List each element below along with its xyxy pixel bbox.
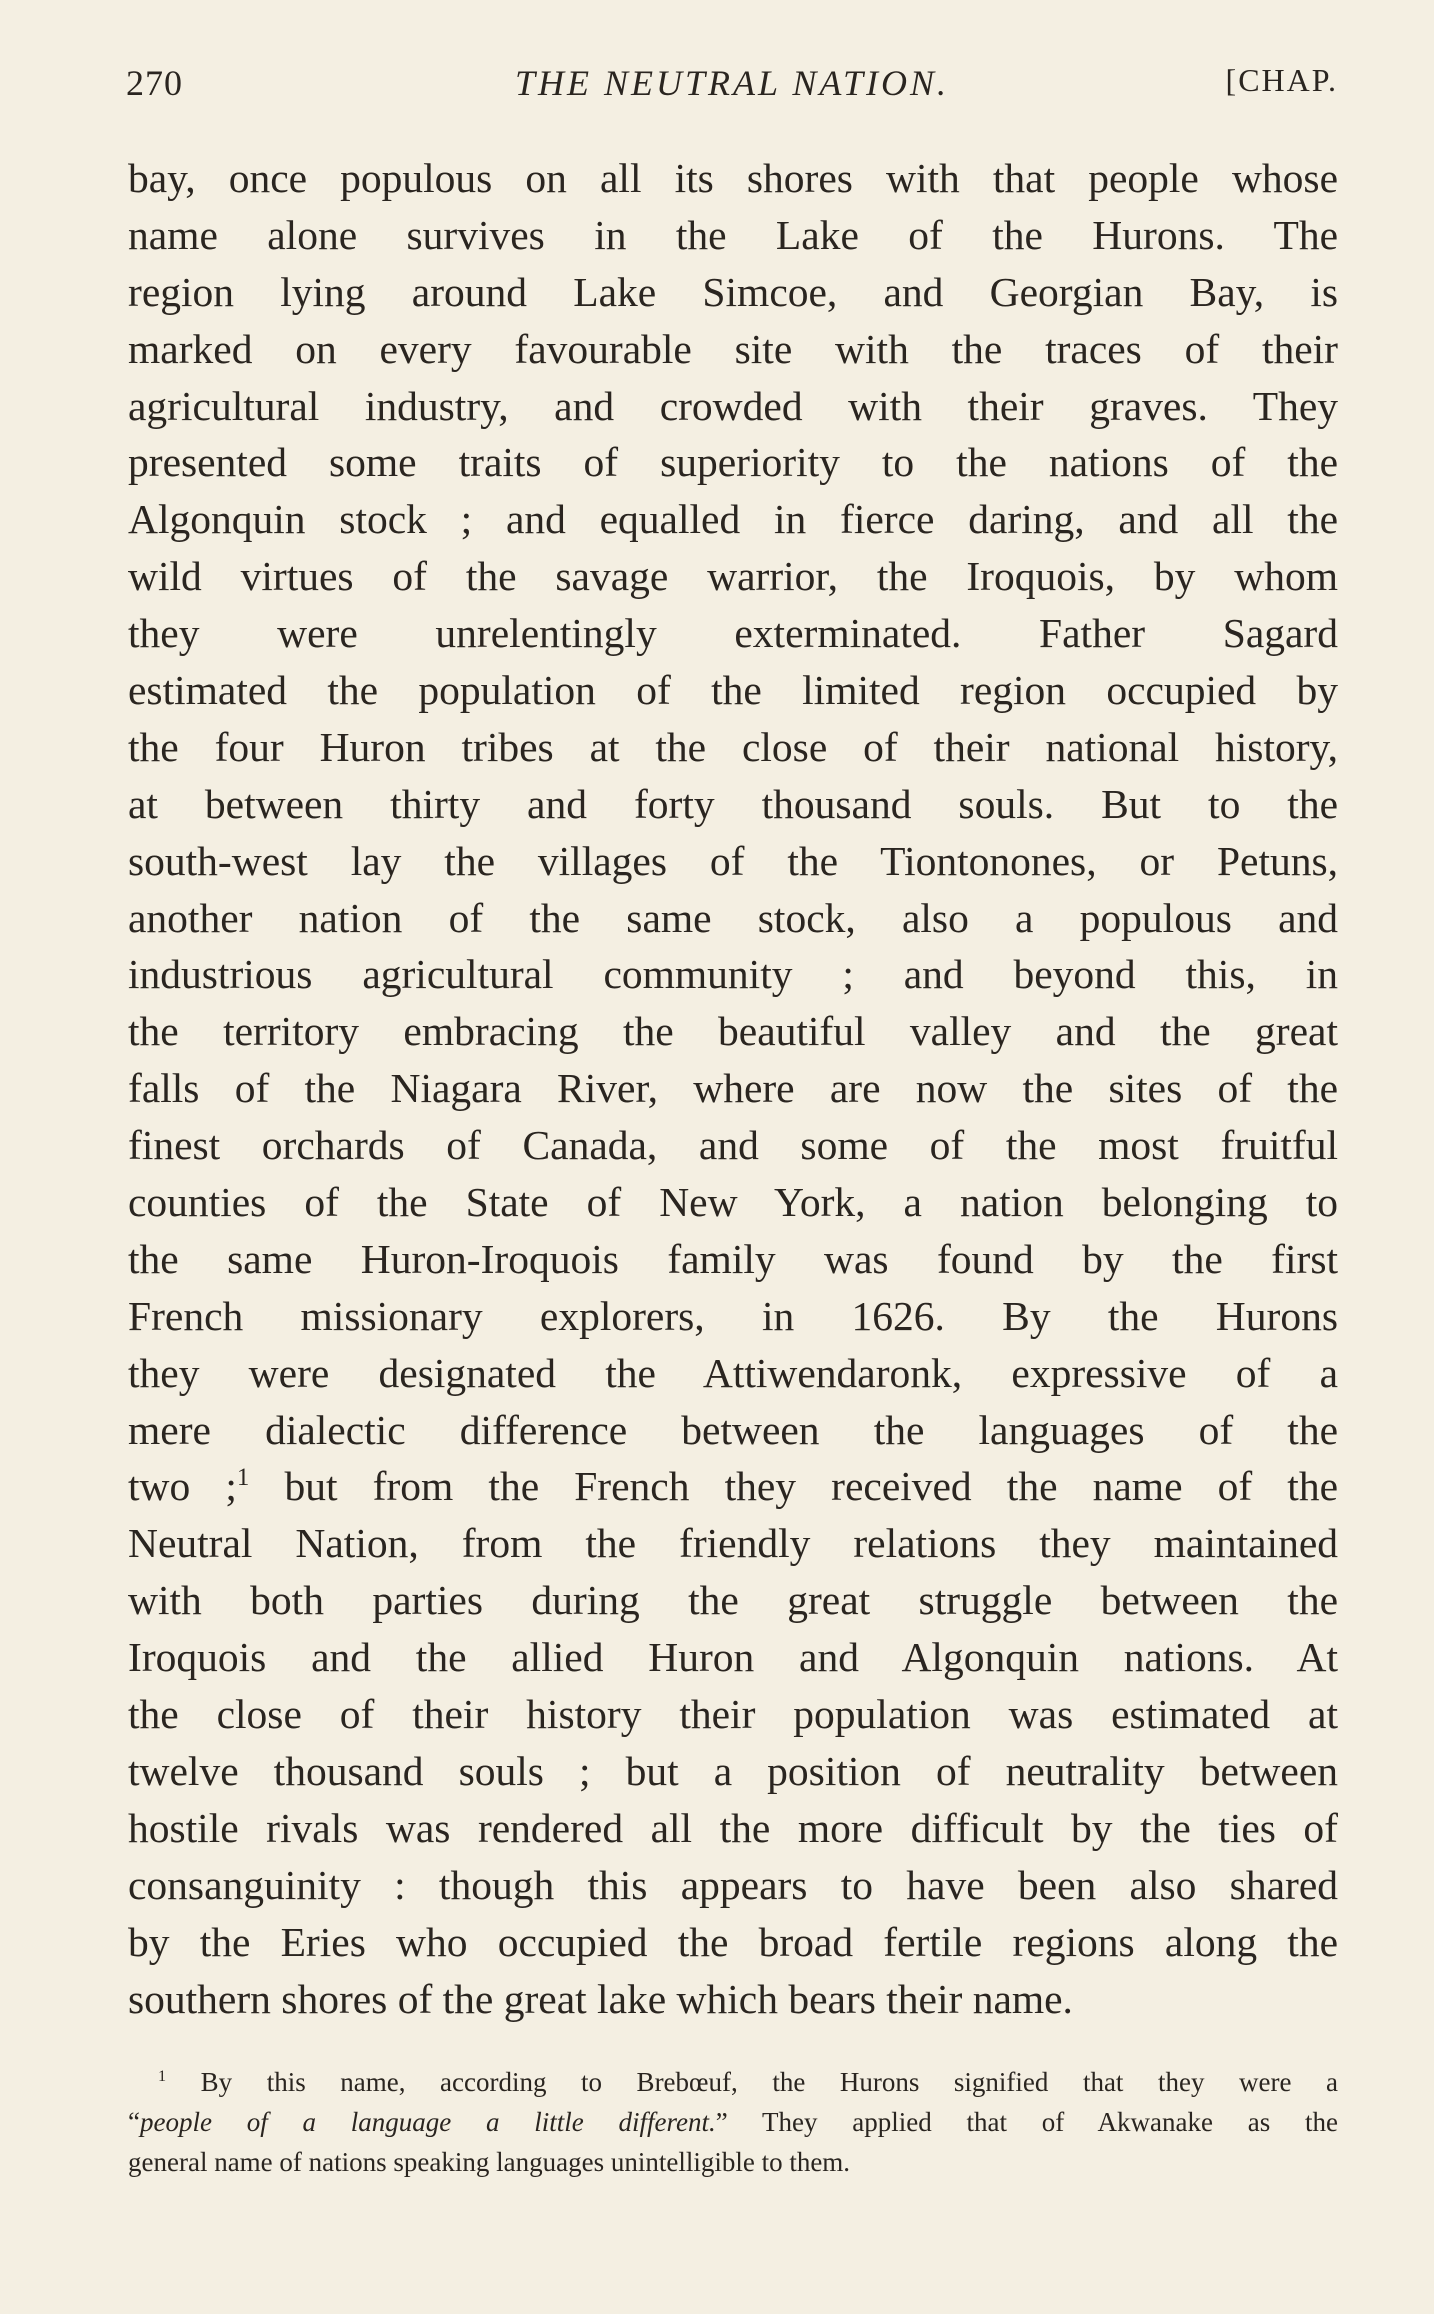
footnote-text: They applied that of Akwanake as the — [727, 2107, 1338, 2137]
footnote-line — [128, 2102, 1338, 2142]
footnote-line: general name of nations speaking languages unintelligible to them. — [128, 2147, 851, 2177]
text-line: falls of the Niagara River, where are now the sites of the — [128, 1065, 1338, 1112]
text-line: bay, once populous on all its shores with that people whose — [128, 155, 1338, 201]
text-line: agricultural industry, and crowded with their graves. They — [128, 382, 1338, 429]
text-line: Algonquin stock ; and equalled in fierce daring, and all the — [128, 496, 1338, 543]
text-line: the four Huron tribes at the close of their national history, — [128, 723, 1338, 770]
text-line: southern shores of the great lake which bears their name. — [128, 1975, 1073, 2022]
open-quote: “ — [128, 2107, 140, 2137]
text-line: with both parties during the great struggle between the — [128, 1577, 1338, 1624]
text-line: mere dialectic difference between the languages of the — [128, 1406, 1338, 1453]
text-line: wild virtues of the savage warrior, the Iroquois, by whom — [128, 553, 1338, 600]
footnote-quotation: people of a language a little different. — [139, 2107, 716, 2137]
text-line: counties of the State of New York, a nation belonging to — [128, 1179, 1338, 1226]
text-line: consanguinity : though this appears to have been also shared — [128, 1861, 1338, 1908]
footnote — [128, 2062, 1338, 2182]
text-line: Neutral Nation, from the friendly relations they maintained — [128, 1520, 1338, 1567]
text-line: Iroquois and the allied Huron and Algonquin nations. At — [128, 1634, 1338, 1681]
text-line: hostile rivals was rendered all the more difficult by the ties of — [128, 1804, 1338, 1851]
text-line: presented some traits of superiority to the nations of the — [128, 439, 1338, 486]
text-line: twelve thousand souls ; but a position of neutrality between — [128, 1747, 1338, 1794]
text-line-with-footnote-ref — [128, 1458, 1338, 1515]
text-line: the territory embracing the beautiful valley and the great — [128, 1008, 1338, 1055]
footnote-reference[interactable]: 1 — [236, 1464, 250, 1492]
text-line: French missionary explorers, in 1626. By the Hurons — [128, 1292, 1338, 1339]
text-line: name alone survives in the Lake of the Hurons. The — [128, 211, 1338, 258]
running-head — [126, 62, 1338, 122]
text-line: the close of their history their population was estimated at — [128, 1691, 1338, 1738]
text-line: at between thirty and forty thousand souls. But to the — [128, 780, 1338, 827]
text-line: finest orchards of Canada, and some of the most fruitful — [128, 1122, 1338, 1169]
text-segment: two ; — [128, 1463, 237, 1510]
text-segment: but from the French they received the name of the — [249, 1463, 1338, 1510]
text-line: another nation of the same stock, also a populous and — [128, 894, 1338, 941]
chapter-label: [CHAP. — [1225, 62, 1338, 98]
running-title: THE NEUTRAL NATION. — [514, 63, 950, 103]
body-text — [128, 150, 1338, 2027]
text-line: region lying around Lake Simcoe, and Georgian Bay, is — [128, 268, 1338, 315]
footnote-text: By this name, according to Brebœuf, the Hurons signified that they were a — [200, 2067, 1338, 2097]
text-line: the same Huron-Iroquois family was found by the first — [128, 1235, 1338, 1282]
text-line: industrious agricultural community ; and beyond this, in — [128, 951, 1338, 998]
close-quote: ” — [715, 2107, 728, 2137]
footnote-line — [128, 2062, 1338, 2102]
text-line: estimated the population of the limited region occupied by — [128, 667, 1338, 714]
footnote-marker: 1 — [158, 2067, 167, 2085]
text-line: south-west lay the villages of the Tiontonones, or Petuns, — [128, 837, 1338, 884]
text-line: marked on every favourable site with the traces of their — [128, 325, 1338, 372]
text-line: they were designated the Attiwendaronk, expressive of a — [128, 1349, 1338, 1396]
page-number: 270 — [126, 63, 183, 103]
text-line: they were unrelentingly exterminated. Father Sagard — [128, 610, 1338, 657]
text-line: by the Eries who occupied the broad fertile regions along the — [128, 1918, 1338, 1965]
